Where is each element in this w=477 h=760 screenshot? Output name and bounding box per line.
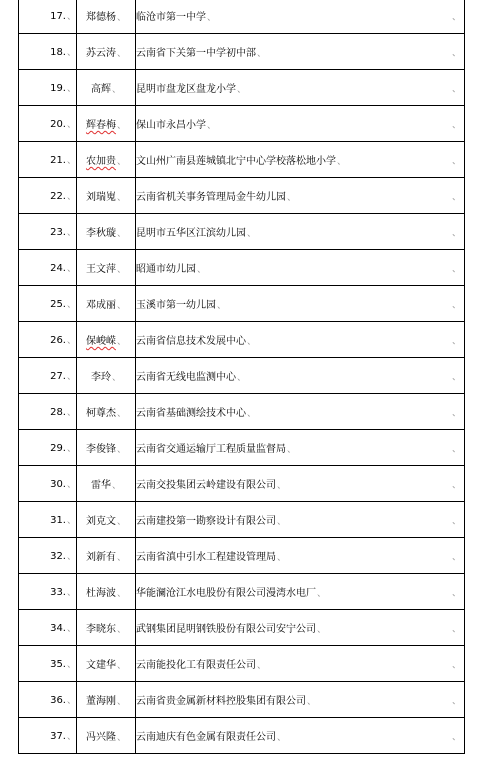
paragraph-mark: 、 <box>66 336 76 346</box>
person-name-cell <box>77 322 136 358</box>
row-number: 36. <box>50 695 66 706</box>
cell-end-mark: 、 <box>451 660 461 670</box>
row-number-cell <box>19 0 77 34</box>
paragraph-mark: 、 <box>337 157 347 167</box>
person-name-cell <box>77 250 136 286</box>
person-name-cell <box>77 70 136 106</box>
person-name-cell <box>77 682 136 718</box>
paragraph-mark: 、 <box>277 481 287 491</box>
table-row <box>19 70 465 106</box>
table-row <box>19 214 465 250</box>
row-number-cell <box>19 322 77 358</box>
table-row <box>19 502 465 538</box>
cell-end-mark: 、 <box>451 408 461 418</box>
person-name: 保峻嵘 <box>85 336 116 347</box>
paragraph-mark: 、 <box>111 373 121 383</box>
organization-name: 昆明市五华区江滨幼儿园 <box>136 228 246 239</box>
person-name: 郑德杨 <box>85 12 116 23</box>
organization-cell <box>136 358 465 394</box>
organization-cell <box>136 178 465 214</box>
person-name: 雷华 <box>90 480 111 491</box>
row-number-cell <box>19 682 77 718</box>
row-number-cell <box>19 538 77 574</box>
organization-cell <box>136 430 465 466</box>
person-name: 刘克文 <box>85 516 116 527</box>
paragraph-mark: 、 <box>66 300 76 310</box>
organization-name: 华能澜沧江水电股份有限公司漫湾水电厂 <box>136 588 316 599</box>
organization-name: 昆明市盘龙区盘龙小学 <box>136 84 236 95</box>
paragraph-mark: 、 <box>247 229 257 239</box>
organization-name: 临沧市第一中学 <box>136 12 206 23</box>
paragraph-mark: 、 <box>66 12 76 22</box>
cell-end-mark: 、 <box>451 228 461 238</box>
paragraph-mark: 、 <box>257 49 267 59</box>
organization-cell <box>136 106 465 142</box>
organization-cell <box>136 538 465 574</box>
paragraph-mark: 、 <box>277 517 287 527</box>
row-number: 34. <box>50 623 66 634</box>
row-number-cell <box>19 358 77 394</box>
person-name: 李晓东 <box>85 624 116 635</box>
paragraph-mark: 、 <box>66 480 76 490</box>
row-number: 20. <box>50 119 66 130</box>
table-row <box>19 394 465 430</box>
person-name: 刘瑞嵬 <box>85 192 116 203</box>
organization-name: 云南省滇中引水工程建设管理局 <box>136 552 276 563</box>
paragraph-mark: 、 <box>116 193 126 203</box>
organization-name: 文山州广南县莲城镇北宁中心学校落松地小学 <box>136 156 336 167</box>
row-number-cell <box>19 574 77 610</box>
cell-end-mark: 、 <box>451 192 461 202</box>
cell-end-mark: 、 <box>451 696 461 706</box>
table-row <box>19 34 465 70</box>
organization-cell <box>136 394 465 430</box>
row-number-cell <box>19 430 77 466</box>
person-name-cell <box>77 502 136 538</box>
organization-name: 玉溪市第一幼儿园 <box>136 300 216 311</box>
cell-end-mark: 、 <box>451 48 461 58</box>
row-number: 19. <box>50 83 66 94</box>
person-name-cell <box>77 538 136 574</box>
organization-cell <box>136 610 465 646</box>
paragraph-mark: 、 <box>207 13 217 23</box>
person-name-cell <box>77 214 136 250</box>
paragraph-mark: 、 <box>116 301 126 311</box>
person-name: 杜海波 <box>85 588 116 599</box>
organization-cell <box>136 682 465 718</box>
table-row <box>19 106 465 142</box>
row-number: 18. <box>50 47 66 58</box>
organization-cell <box>136 214 465 250</box>
organization-cell <box>136 286 465 322</box>
person-name: 辉春梅 <box>85 120 116 131</box>
person-name: 农加贵 <box>85 156 116 167</box>
paragraph-mark: 、 <box>197 265 207 275</box>
paragraph-mark: 、 <box>237 373 247 383</box>
paragraph-mark: 、 <box>66 588 76 598</box>
paragraph-mark: 、 <box>66 660 76 670</box>
row-number: 21. <box>50 155 66 166</box>
paragraph-mark: 、 <box>66 552 76 562</box>
organization-name: 保山市永昌小学 <box>136 120 206 131</box>
row-number: 28. <box>50 407 66 418</box>
person-name: 王文萍 <box>85 264 116 275</box>
row-number: 35. <box>50 659 66 670</box>
row-number: 27. <box>50 371 66 382</box>
person-name: 李秋璇 <box>85 228 116 239</box>
cell-end-mark: 、 <box>451 624 461 634</box>
person-name-cell <box>77 142 136 178</box>
paragraph-mark: 、 <box>66 264 76 274</box>
person-name: 高辉 <box>90 84 111 95</box>
paragraph-mark: 、 <box>116 265 126 275</box>
person-name: 刘新有 <box>85 552 116 563</box>
paragraph-mark: 、 <box>116 229 126 239</box>
person-name: 柯尊杰 <box>85 408 116 419</box>
paragraph-mark: 、 <box>111 85 121 95</box>
row-number-cell <box>19 106 77 142</box>
row-number-cell <box>19 142 77 178</box>
paragraph-mark: 、 <box>116 121 126 131</box>
person-name-cell <box>77 178 136 214</box>
person-name-cell <box>77 430 136 466</box>
organization-name: 云南能投化工有限责任公司 <box>136 660 256 671</box>
table-row <box>19 646 465 682</box>
row-number: 24. <box>50 263 66 274</box>
organization-name: 云南省交通运输厅工程质量监督局 <box>136 444 286 455</box>
paragraph-mark: 、 <box>116 517 126 527</box>
organization-cell <box>136 718 465 754</box>
person-name: 邓成丽 <box>85 300 116 311</box>
cell-end-mark: 、 <box>451 552 461 562</box>
organization-cell <box>136 502 465 538</box>
paragraph-mark: 、 <box>317 625 327 635</box>
person-name-cell <box>77 0 136 34</box>
cell-end-mark: 、 <box>451 156 461 166</box>
person-name: 李玲 <box>90 372 111 383</box>
paragraph-mark: 、 <box>116 733 126 743</box>
paragraph-mark: 、 <box>66 444 76 454</box>
paragraph-mark: 、 <box>116 697 126 707</box>
roster-table <box>18 0 465 754</box>
person-name-cell <box>77 394 136 430</box>
table-row <box>19 610 465 646</box>
organization-name: 云南建投第一勘察设计有限公司 <box>136 516 276 527</box>
table-row <box>19 142 465 178</box>
row-number-cell <box>19 502 77 538</box>
table-row <box>19 538 465 574</box>
table-row <box>19 250 465 286</box>
paragraph-mark: 、 <box>277 733 287 743</box>
row-number-cell <box>19 610 77 646</box>
paragraph-mark: 、 <box>116 157 126 167</box>
paragraph-mark: 、 <box>66 120 76 130</box>
row-number-cell <box>19 286 77 322</box>
organization-name: 云南省下关第一中学初中部 <box>136 48 256 59</box>
paragraph-mark: 、 <box>247 337 257 347</box>
organization-cell <box>136 646 465 682</box>
roster-table-body <box>19 0 465 754</box>
person-name: 苏云涛 <box>85 48 116 59</box>
paragraph-mark: 、 <box>116 661 126 671</box>
cell-end-mark: 、 <box>451 336 461 346</box>
cell-end-mark: 、 <box>451 372 461 382</box>
paragraph-mark: 、 <box>116 49 126 59</box>
table-row <box>19 574 465 610</box>
paragraph-mark: 、 <box>116 553 126 563</box>
row-number-cell <box>19 646 77 682</box>
organization-name: 云南省基础测绘技术中心 <box>136 408 246 419</box>
cell-end-mark: 、 <box>451 84 461 94</box>
row-number: 32. <box>50 551 66 562</box>
row-number: 22. <box>50 191 66 202</box>
row-number: 17. <box>50 11 66 22</box>
cell-end-mark: 、 <box>451 120 461 130</box>
paragraph-mark: 、 <box>287 445 297 455</box>
person-name-cell <box>77 34 136 70</box>
paragraph-mark: 、 <box>207 121 217 131</box>
row-number: 26. <box>50 335 66 346</box>
cell-end-mark: 、 <box>451 588 461 598</box>
person-name-cell <box>77 610 136 646</box>
paragraph-mark: 、 <box>116 589 126 599</box>
organization-name: 武钢集团昆明钢铁股份有限公司安宁公司 <box>136 624 316 635</box>
table-row <box>19 358 465 394</box>
paragraph-mark: 、 <box>66 372 76 382</box>
organization-cell <box>136 0 465 34</box>
table-row <box>19 430 465 466</box>
paragraph-mark: 、 <box>116 409 126 419</box>
organization-name: 云南交投集团云岭建设有限公司 <box>136 480 276 491</box>
organization-name: 云南迪庆有色金属有限责任公司 <box>136 732 276 743</box>
row-number-cell <box>19 718 77 754</box>
paragraph-mark: 、 <box>111 481 121 491</box>
organization-cell <box>136 466 465 502</box>
row-number: 25. <box>50 299 66 310</box>
table-row <box>19 178 465 214</box>
row-number: 30. <box>50 479 66 490</box>
paragraph-mark: 、 <box>307 697 317 707</box>
row-number: 31. <box>50 515 66 526</box>
paragraph-mark: 、 <box>287 193 297 203</box>
paragraph-mark: 、 <box>66 696 76 706</box>
cell-end-mark: 、 <box>451 444 461 454</box>
organization-cell <box>136 142 465 178</box>
row-number: 33. <box>50 587 66 598</box>
cell-end-mark: 、 <box>451 300 461 310</box>
organization-name: 云南省贵金属新材料控股集团有限公司 <box>136 696 306 707</box>
organization-cell <box>136 250 465 286</box>
paragraph-mark: 、 <box>66 408 76 418</box>
organization-name: 云南省信息技术发展中心 <box>136 336 246 347</box>
paragraph-mark: 、 <box>116 625 126 635</box>
person-name: 冯兴隆 <box>85 732 116 743</box>
organization-cell <box>136 574 465 610</box>
paragraph-mark: 、 <box>237 85 247 95</box>
table-row <box>19 466 465 502</box>
paragraph-mark: 、 <box>217 301 227 311</box>
cell-end-mark: 、 <box>451 732 461 742</box>
paragraph-mark: 、 <box>257 661 267 671</box>
paragraph-mark: 、 <box>66 156 76 166</box>
row-number-cell <box>19 34 77 70</box>
person-name-cell <box>77 718 136 754</box>
paragraph-mark: 、 <box>247 409 257 419</box>
paragraph-mark: 、 <box>116 445 126 455</box>
paragraph-mark: 、 <box>317 589 327 599</box>
paragraph-mark: 、 <box>277 553 287 563</box>
row-number-cell <box>19 466 77 502</box>
organization-cell <box>136 34 465 70</box>
organization-cell <box>136 70 465 106</box>
paragraph-mark: 、 <box>66 732 76 742</box>
paragraph-mark: 、 <box>66 192 76 202</box>
table-row <box>19 322 465 358</box>
cell-end-mark: 、 <box>451 12 461 22</box>
paragraph-mark: 、 <box>66 84 76 94</box>
row-number-cell <box>19 214 77 250</box>
table-row <box>19 682 465 718</box>
row-number: 37. <box>50 731 66 742</box>
person-name: 董海刚 <box>85 696 116 707</box>
person-name-cell <box>77 646 136 682</box>
person-name-cell <box>77 106 136 142</box>
cell-end-mark: 、 <box>451 480 461 490</box>
paragraph-mark: 、 <box>116 13 126 23</box>
row-number-cell <box>19 70 77 106</box>
organization-cell <box>136 322 465 358</box>
cell-end-mark: 、 <box>451 516 461 526</box>
row-number-cell <box>19 178 77 214</box>
person-name: 文建华 <box>85 660 116 671</box>
person-name-cell <box>77 574 136 610</box>
row-number: 29. <box>50 443 66 454</box>
cell-end-mark: 、 <box>451 264 461 274</box>
person-name: 李俊锋 <box>85 444 116 455</box>
table-row <box>19 286 465 322</box>
paragraph-mark: 、 <box>116 337 126 347</box>
organization-name: 云南省机关事务管理局金牛幼儿园 <box>136 192 286 203</box>
row-number-cell <box>19 250 77 286</box>
paragraph-mark: 、 <box>66 624 76 634</box>
person-name-cell <box>77 286 136 322</box>
table-row <box>19 718 465 754</box>
paragraph-mark: 、 <box>66 48 76 58</box>
table-row <box>19 0 465 34</box>
paragraph-mark: 、 <box>66 228 76 238</box>
paragraph-mark: 、 <box>66 516 76 526</box>
row-number: 23. <box>50 227 66 238</box>
person-name-cell <box>77 466 136 502</box>
organization-name: 云南省无线电监测中心 <box>136 372 236 383</box>
organization-name: 昭通市幼儿园 <box>136 264 196 275</box>
row-number-cell <box>19 394 77 430</box>
person-name-cell <box>77 358 136 394</box>
